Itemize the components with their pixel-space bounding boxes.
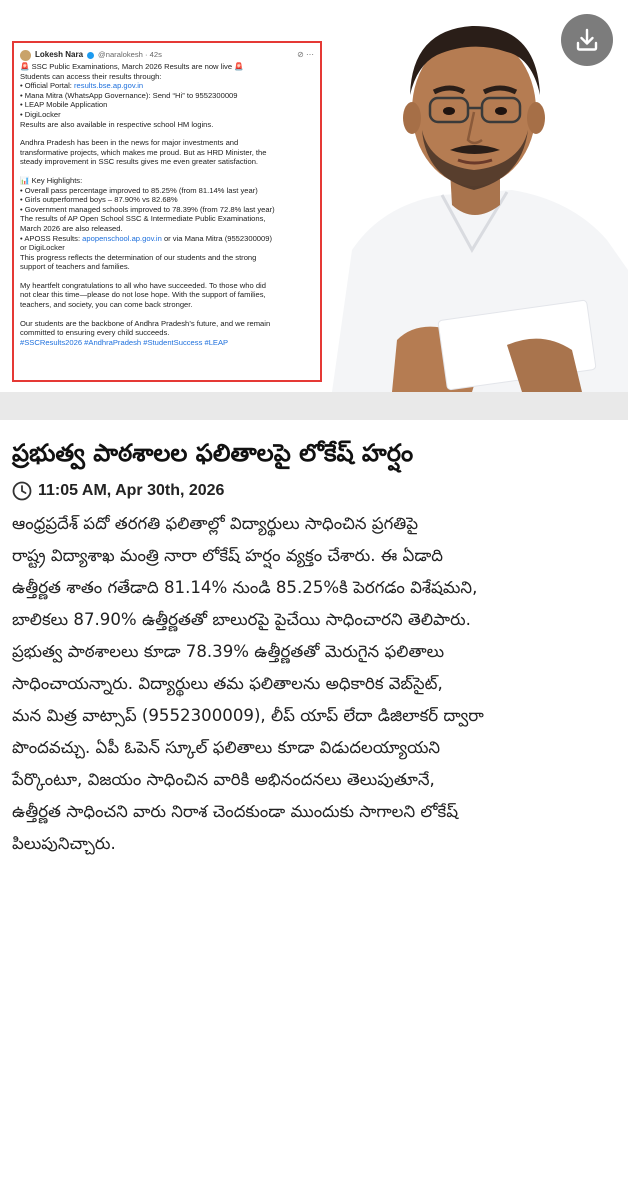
tweet-line: steady improvement in SSC results gives me even greater satisfaction.: [20, 157, 259, 167]
tweet-line: Andhra Pradesh has been in the news for major investments and: [20, 138, 239, 148]
image-bottom-band: [0, 392, 628, 420]
tweet-line: Students can access their results through:: [20, 71, 162, 81]
tweet-line: • LEAP Mobile Application: [20, 100, 108, 110]
tweet-spacer: [20, 129, 314, 138]
tweet-line: teachers, and society, you can come back stronger.: [20, 300, 193, 310]
article-body-line: ఉత్తీర్ణత శాతం గతేడాది 81.14% నుండి 85.25%కి పెరగడం విశేషమని,: [12, 578, 478, 597]
tweet-line: • Government managed schools improved to 78.39% (from 72.8% last year): [20, 204, 275, 214]
tweet-author: Lokesh Nara: [35, 50, 84, 60]
article-body-line: రాష్ట్ర విద్యాశాఖ మంత్రి నారా లోకేష్ హర్షం వ్యక్తం చేశారు. ఈ ఏడాది: [12, 546, 443, 565]
article-body-line: మన మిత్ర వాట్సాప్ (9552300009), లీప్ యాప్ లేదా డిజిలాకర్ ద్వారా: [12, 706, 484, 725]
tweet-line: Our students are the backbone of Andhra Pradesh’s future, and we remain: [20, 318, 271, 328]
tweet-line: • Girls outperformed boys – 87.90% vs 82.68%: [20, 195, 178, 205]
tweet-header: [20, 48, 314, 62]
tweet-body: [20, 62, 314, 338]
article-headline: ప్రభుత్వ పాఠశాలల ఫలితాలపై లోకేష్ హర్షం: [12, 439, 414, 467]
article-body-line: పిలుపునిచ్చారు.: [12, 834, 116, 853]
article-body-line: బాలికలు 87.90% ఉత్తీర్ణతతో బాలురపై పైచేయి సాధించారని తెలిపారు.: [12, 610, 471, 629]
tweet-spacer: [20, 310, 314, 319]
tweet-hashtags: #SSCResults2026 #AndhraPradesh #StudentSuccess #LEAP: [20, 337, 229, 347]
tweet-line: committed to ensuring every child succeeds.: [20, 328, 170, 338]
tweet-link[interactable]: results.bse.ap.gov.in: [74, 81, 144, 91]
tweet-line: My heartfelt congratulations to all who have succeeded. To those who did: [20, 280, 266, 290]
tweet-line: The results of AP Open School SSC & Intermediate Public Examinations,: [20, 214, 266, 224]
tweet-link[interactable]: apopenschool.ap.gov.in: [82, 233, 162, 243]
tweet-line: transformative projects, which makes me proud. But as HRD Minister, the: [20, 147, 267, 157]
tweet-line: • Mana Mitra (WhatsApp Governance): Send “Hi” to 9552300009: [20, 90, 238, 100]
article-body-line: పొందవచ్చు. ఏపీ ఓపెన్ స్కూల్ ఫలితాలు కూడా విడుదలయ్యాయని: [12, 738, 441, 757]
article-content: [12, 430, 616, 860]
article-body-line: సాధించాయన్నారు. విద్యార్థులు తమ ఫలితాలను అధికారిక వెబ్‌సైట్,: [12, 674, 443, 693]
tweet-line: • APOSS Results: apopenschool.ap.gov.in or via Mana Mitra (9552300009): [20, 233, 272, 243]
grok-icon: ⊘ ⋯: [297, 50, 314, 60]
tweet-line: • Overall pass percentage improved to 85.25% (from 81.14% last year): [20, 185, 258, 195]
tweet-line: This progress reflects the determination of our students and the strong: [20, 252, 257, 262]
tweet-line: 📊 Key Highlights:: [20, 175, 83, 185]
tweet-line: • Official Portal: results.bse.ap.gov.in: [20, 81, 144, 91]
tweet-line: or DigiLocker: [20, 243, 65, 253]
tweet-line: Results are also available in respective school HM logins.: [20, 119, 214, 129]
clock-icon: [12, 481, 32, 501]
tweet-spacer: [20, 272, 314, 281]
download-button[interactable]: [561, 14, 613, 66]
verified-badge-icon: [87, 52, 94, 59]
tweet-screenshot: [12, 41, 322, 382]
tweet-line: 🚨 SSC Public Examinations, March 2026 Results are now live 🚨: [20, 62, 244, 71]
article-body-line: ప్రభుత్వ పాఠశాలలు కూడా 78.39% ఉత్తీర్ణతతో మెరుగైన ఫలితాలు: [12, 642, 445, 661]
tweet-line: March 2026 are also released.: [20, 223, 123, 233]
article-body: [12, 508, 616, 860]
tweet-line: • DigiLocker: [20, 109, 61, 119]
article-body-line: ఆంధ్రప్రదేశ్ పదో తరగతి ఫలితాల్లో విద్యార్థులు సాధించిన ప్రగతిపై: [12, 514, 419, 533]
article-meta: [12, 480, 616, 502]
tweet-line: support of teachers and families.: [20, 262, 130, 272]
tweet-avatar: [20, 50, 31, 61]
tweet-spacer: [20, 167, 314, 176]
article-hero-image: [0, 0, 628, 420]
tweet-line: not clear this time—please do not lose hope. With the support of families,: [20, 290, 266, 300]
tweet-handle: @naralokesh · 42s: [98, 50, 162, 60]
article-body-line: పేర్కొంటూ, విజయం సాధించిన వారికి అభినందనలు తెలుపుతూనే,: [12, 770, 435, 789]
download-icon: [574, 27, 600, 53]
article-body-line: ఉత్తీర్ణత సాధించని వారు నిరాశ చెందకుండా ముందుకు సాగాలని లోకేష్: [12, 802, 459, 821]
article-timestamp: 11:05 AM, Apr 30th, 2026: [38, 482, 225, 499]
